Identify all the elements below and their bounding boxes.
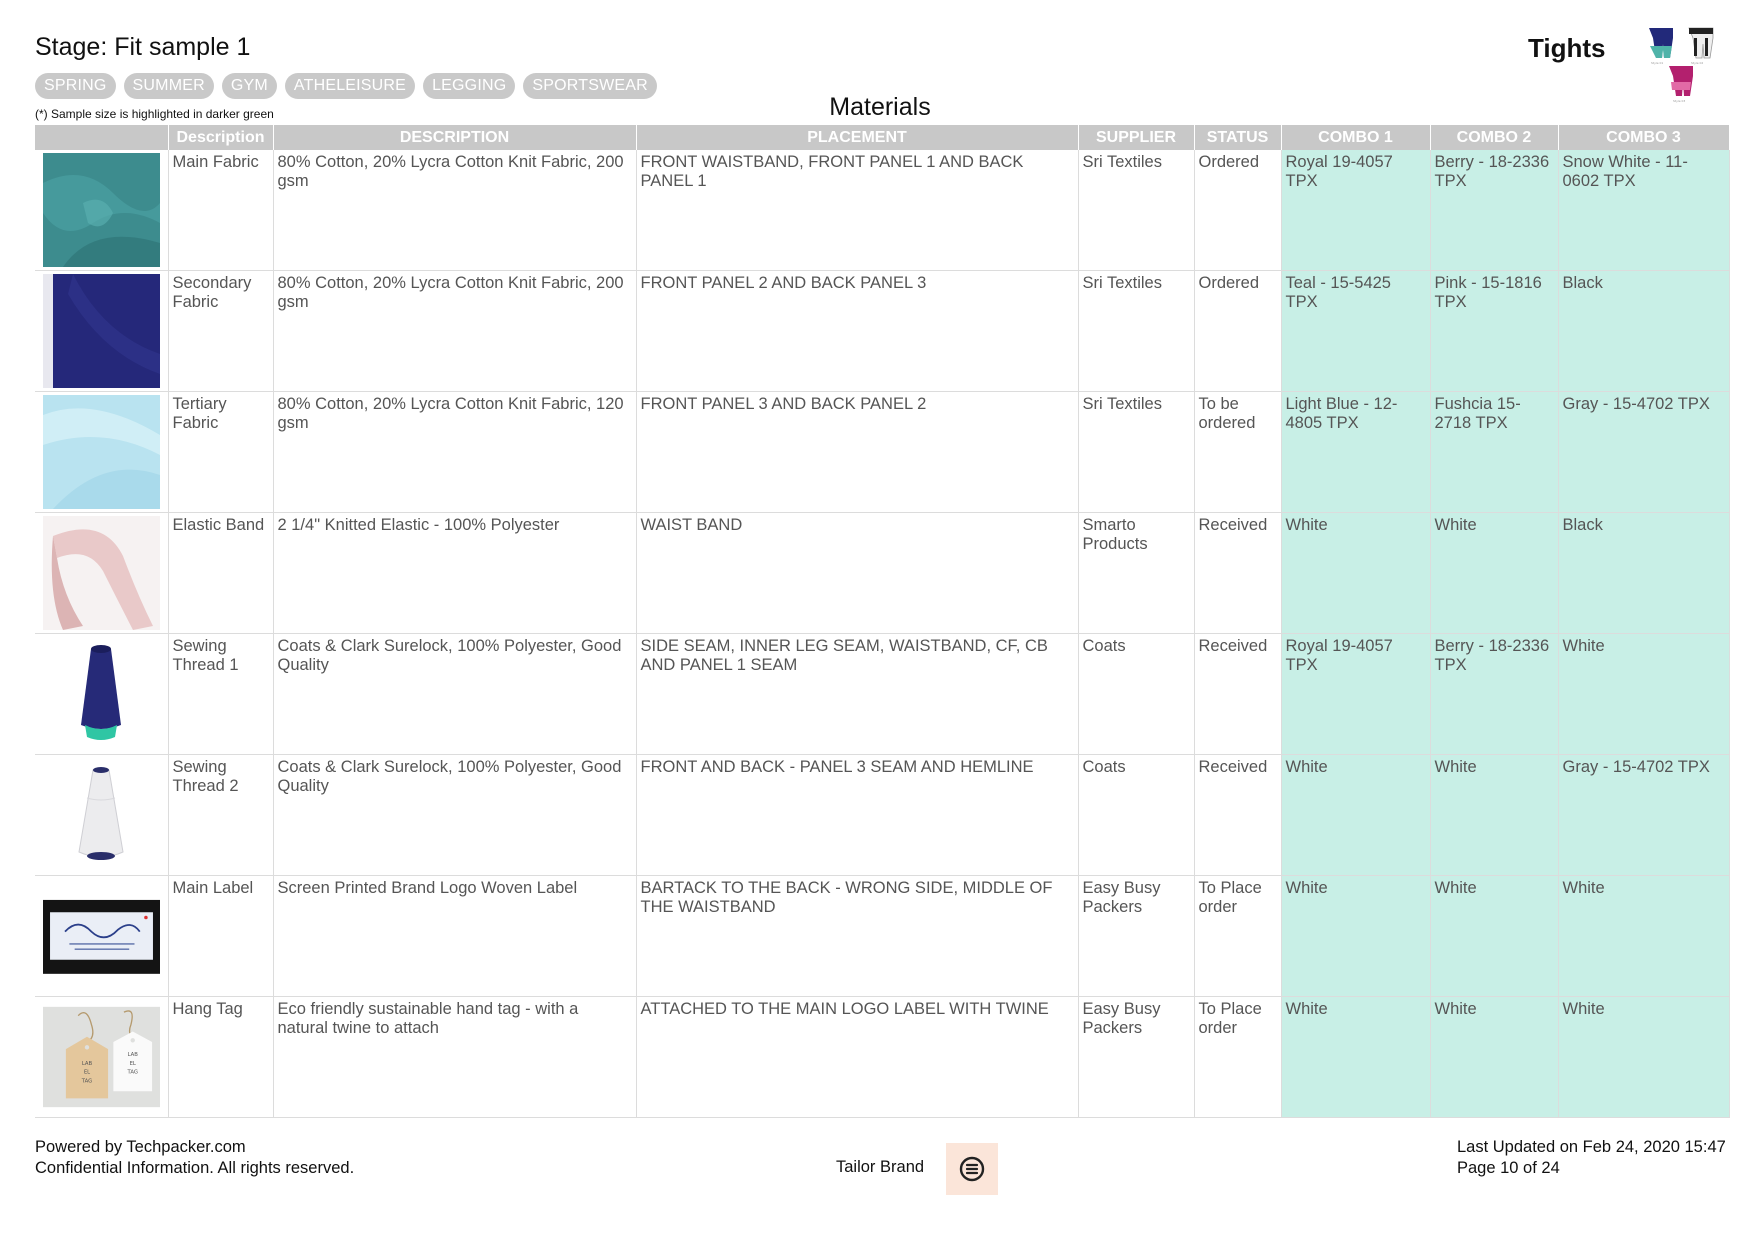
- tag[interactable]: SPRING: [35, 73, 116, 99]
- tag[interactable]: ATHELEISURE: [285, 73, 415, 99]
- table-row: [35, 997, 1729, 1118]
- svg-text:Style 03: Style 03: [1673, 99, 1686, 103]
- material-description: 80% Cotton, 20% Lycra Cotton Knit Fabric, 200 gsm: [273, 150, 636, 271]
- material-placement: FRONT WAISTBAND, FRONT PANEL 1 AND BACK PANEL 1: [636, 150, 1078, 271]
- combo-2-color: White: [1430, 513, 1558, 634]
- brand-name: Tailor Brand: [836, 1158, 925, 1176]
- material-status: Ordered: [1194, 150, 1281, 271]
- column-header-combo-2: COMBO 2: [1430, 125, 1558, 150]
- material-status: To be ordered: [1194, 392, 1281, 513]
- combo-3-color: White: [1558, 634, 1729, 755]
- product-title: Tights: [1528, 33, 1606, 63]
- combo-3-color: Snow White - 11-0602 TPX: [1558, 150, 1729, 271]
- material-placement: SIDE SEAM, INNER LEG SEAM, WAISTBAND, CF, CB AND PANEL 1 SEAM: [636, 634, 1078, 755]
- svg-text:LAB: LAB: [81, 1060, 92, 1067]
- material-description: 80% Cotton, 20% Lycra Cotton Knit Fabric, 200 gsm: [273, 271, 636, 392]
- footer-right: [1457, 1137, 1726, 1179]
- material-name: Sewing Thread 2: [168, 755, 273, 876]
- combo-1-color: Light Blue - 12-4805 TPX: [1281, 392, 1430, 513]
- material-placement: FRONT AND BACK - PANEL 3 SEAM AND HEMLINE: [636, 755, 1078, 876]
- svg-text:Style 02: Style 02: [1691, 61, 1704, 65]
- tag[interactable]: LEGGING: [423, 73, 515, 99]
- material-supplier: Coats: [1078, 634, 1194, 755]
- column-header-supplier: SUPPLIER: [1078, 125, 1194, 150]
- combo-1-color: White: [1281, 997, 1430, 1118]
- combo-1-color: White: [1281, 876, 1430, 997]
- material-description: Coats & Clark Surelock, 100% Polyester, Good Quality: [273, 634, 636, 755]
- material-description: Coats & Clark Surelock, 100% Polyester, Good Quality: [273, 755, 636, 876]
- material-status: Received: [1194, 755, 1281, 876]
- column-header-combo-3: COMBO 3: [1558, 125, 1729, 150]
- combo-2-color: Fushcia 15-2718 TPX: [1430, 392, 1558, 513]
- teal-fabric-swatch: [43, 153, 160, 267]
- svg-text:EL: EL: [83, 1069, 90, 1076]
- combo-1-color: Royal 19-4057 TPX: [1281, 634, 1430, 755]
- material-name: Main Label: [168, 876, 273, 997]
- combo-1-color: White: [1281, 755, 1430, 876]
- material-status: Received: [1194, 513, 1281, 634]
- svg-text:EL: EL: [129, 1060, 136, 1067]
- page-number: Page 10 of 24: [1457, 1159, 1560, 1177]
- material-description: 2 1/4" Knitted Elastic - 100% Polyester: [273, 513, 636, 634]
- material-supplier: Sri Textiles: [1078, 271, 1194, 392]
- white-thread-cone-photo: [43, 758, 160, 872]
- tag[interactable]: SUMMER: [124, 73, 214, 99]
- tag[interactable]: GYM: [222, 73, 277, 99]
- combo-2-color: White: [1430, 997, 1558, 1118]
- powered-by: Powered by Techpacker.com: [35, 1138, 246, 1156]
- combo-3-color: Gray - 15-4702 TPX: [1558, 755, 1729, 876]
- material-supplier: Coats: [1078, 755, 1194, 876]
- svg-text:Style 01: Style 01: [1651, 61, 1664, 65]
- light-blue-fabric-swatch: [43, 395, 160, 509]
- material-supplier: Sri Textiles: [1078, 150, 1194, 271]
- last-updated: Last Updated on Feb 24, 2020 15:47: [1457, 1138, 1726, 1156]
- combo-2-color: White: [1430, 876, 1558, 997]
- table-row: [35, 634, 1729, 755]
- svg-text:LAB: LAB: [127, 1052, 138, 1059]
- navy-fabric-swatch: [43, 274, 160, 388]
- column-header-combo-1: COMBO 1: [1281, 125, 1430, 150]
- material-placement: WAIST BAND: [636, 513, 1078, 634]
- table-row: [35, 150, 1729, 271]
- svg-text:TAG: TAG: [81, 1078, 92, 1085]
- sample-size-note: (*) Sample size is highlighted in darker green: [35, 107, 274, 121]
- material-placement: BARTACK TO THE BACK - WRONG SIDE, MIDDLE OF THE WAISTBAND: [636, 876, 1078, 997]
- combo-1-color: Royal 19-4057 TPX: [1281, 150, 1430, 271]
- footer-left: [35, 1137, 354, 1179]
- material-name: Main Fabric: [168, 150, 273, 271]
- material-supplier: Smarto Products: [1078, 513, 1194, 634]
- elastic-band-photo: [43, 516, 160, 630]
- material-name: Tertiary Fabric: [168, 392, 273, 513]
- brand-logo: [946, 1143, 998, 1195]
- material-status: To Place order: [1194, 997, 1281, 1118]
- combo-2-color: Berry - 18-2336 TPX: [1430, 634, 1558, 755]
- column-header-description: DESCRIPTION: [273, 125, 636, 150]
- material-supplier: Easy Busy Packers: [1078, 997, 1194, 1118]
- svg-text:TAG: TAG: [127, 1069, 138, 1076]
- table-row: [35, 271, 1729, 392]
- combo-2-color: Berry - 18-2336 TPX: [1430, 150, 1558, 271]
- woven-label-photo: [43, 879, 160, 993]
- column-header-status: STATUS: [1194, 125, 1281, 150]
- combo-3-color: White: [1558, 876, 1729, 997]
- stage-title: Stage: Fit sample 1: [35, 33, 251, 61]
- column-header-name: Description: [168, 125, 273, 150]
- material-name: Sewing Thread 1: [168, 634, 273, 755]
- combo-3-color: Black: [1558, 271, 1729, 392]
- materials-table: [35, 125, 1730, 1118]
- combo-3-color: Black: [1558, 513, 1729, 634]
- material-placement: FRONT PANEL 2 AND BACK PANEL 3: [636, 271, 1078, 392]
- combo-3-color: Gray - 15-4702 TPX: [1558, 392, 1729, 513]
- combo-2-color: White: [1430, 755, 1558, 876]
- material-description: Eco friendly sustainable hand tag - with a natural twine to attach: [273, 997, 636, 1118]
- material-supplier: Easy Busy Packers: [1078, 876, 1194, 997]
- tag[interactable]: SPORTSWEAR: [523, 73, 657, 99]
- combo-1-color: Teal - 15-5425 TPX: [1281, 271, 1430, 392]
- combo-2-color: Pink - 15-1816 TPX: [1430, 271, 1558, 392]
- table-header-row: [35, 125, 1729, 150]
- section-title: Materials: [829, 93, 931, 121]
- material-supplier: Sri Textiles: [1078, 392, 1194, 513]
- material-placement: ATTACHED TO THE MAIN LOGO LABEL WITH TWINE: [636, 997, 1078, 1118]
- combo-3-color: White: [1558, 997, 1729, 1118]
- material-description: 80% Cotton, 20% Lycra Cotton Knit Fabric, 120 gsm: [273, 392, 636, 513]
- combo-1-color: White: [1281, 513, 1430, 634]
- table-row: [35, 755, 1729, 876]
- brand-logo-icon: [958, 1155, 986, 1183]
- column-header-placement: PLACEMENT: [636, 125, 1078, 150]
- table-row: [35, 513, 1729, 634]
- hang-tag-photo: [43, 1000, 160, 1114]
- column-header-image: [35, 125, 168, 150]
- table-row: [35, 876, 1729, 997]
- confidential-notice: Confidential Information. All rights reserved.: [35, 1159, 355, 1177]
- material-placement: FRONT PANEL 3 AND BACK PANEL 2: [636, 392, 1078, 513]
- material-name: Secondary Fabric: [168, 271, 273, 392]
- table-row: [35, 392, 1729, 513]
- material-status: To Place order: [1194, 876, 1281, 997]
- navy-thread-cone-photo: [43, 637, 160, 751]
- material-name: Hang Tag: [168, 997, 273, 1118]
- material-status: Ordered: [1194, 271, 1281, 392]
- material-status: Received: [1194, 634, 1281, 755]
- material-name: Elastic Band: [168, 513, 273, 634]
- material-description: Screen Printed Brand Logo Woven Label: [273, 876, 636, 997]
